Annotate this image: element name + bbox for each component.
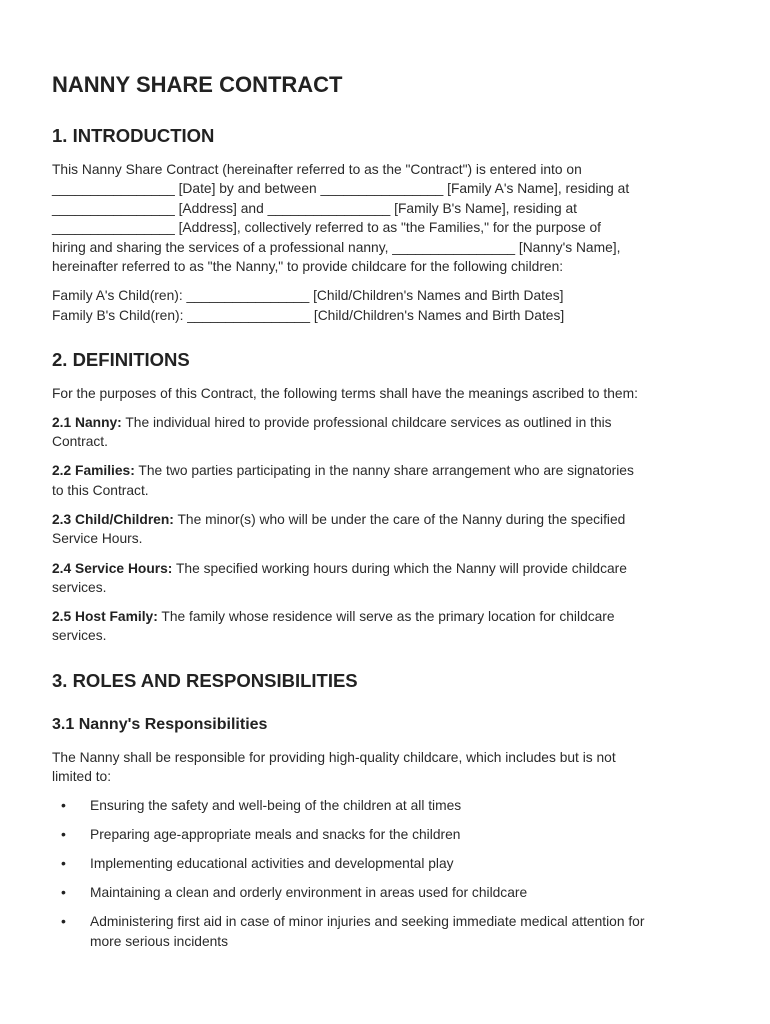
intro-line: ________________ [Date] by and between ________________ [Family A's Name], residing at — [52, 181, 630, 196]
definition-text: The two parties participating in the nanny share arrangement who are signatories — [134, 463, 634, 478]
intro-line: This Nanny Share Contract (hereinafter referred to as the "Contract") is entered into on — [52, 162, 582, 177]
list-item: Ensuring the safety and well-being of the children at all times — [90, 798, 462, 813]
definition-text: The family whose residence will serve as the primary location for childcare — [157, 609, 615, 624]
bullet-marker: • — [61, 797, 66, 813]
definition-families — [52, 461, 634, 480]
bullet-marker: • — [61, 913, 66, 929]
intro-line: hiring and sharing the services of a professional nanny, ________________ [Nanny's Name], — [52, 240, 621, 255]
definition-service-hours — [52, 559, 627, 578]
family-b-children-line: Family B's Child(ren): ________________ [Child/Children's Names and Birth Dates] — [52, 308, 565, 323]
list-item-continuation: more serious incidents — [90, 934, 229, 949]
definition-host-family — [52, 607, 615, 626]
definition-term: 2.2 Families: — [52, 463, 135, 478]
definition-term: 2.3 Child/Children: — [52, 512, 174, 527]
section-heading-definitions: 2. DEFINITIONS — [52, 349, 190, 370]
intro-line: ________________ [Address] and ________________ [Family B's Name], residing at — [52, 201, 577, 216]
section-heading-roles: 3. ROLES AND RESPONSIBILITIES — [52, 670, 358, 691]
definition-children-cont: Service Hours. — [52, 531, 143, 546]
definition-term: 2.1 Nanny: — [52, 415, 122, 430]
definition-children — [52, 510, 625, 529]
list-item: Administering first aid in case of minor injuries and seeking immediate medical attention for — [90, 914, 645, 929]
definition-families-cont: to this Contract. — [52, 483, 149, 498]
definitions-intro: For the purposes of this Contract, the following terms shall have the meanings ascribed to them: — [52, 386, 638, 401]
definition-nanny — [52, 413, 612, 432]
list-item: Implementing educational activities and developmental play — [90, 856, 454, 871]
bullet-marker: • — [61, 884, 66, 900]
definition-text: The minor(s) who will be under the care of the Nanny during the specified — [173, 512, 626, 527]
subsection-heading-nanny-responsibilities: 3.1 Nanny's Responsibilities — [52, 716, 268, 733]
list-item: Maintaining a clean and orderly environment in areas used for childcare — [90, 885, 528, 900]
section-heading-introduction: 1. INTRODUCTION — [52, 125, 215, 146]
roles-intro-line: The Nanny shall be responsible for providing high-quality childcare, which includes but is not — [52, 750, 616, 765]
bullet-marker: • — [61, 826, 66, 842]
definition-term: 2.5 Host Family: — [52, 609, 158, 624]
roles-intro-line: limited to: — [52, 769, 112, 784]
definition-term: 2.4 Service Hours: — [52, 561, 173, 576]
definition-text: The individual hired to provide professional childcare services as outlined in this — [121, 415, 612, 430]
intro-line: hereinafter referred to as "the Nanny," to provide childcare for the following children: — [52, 259, 564, 274]
definition-host-family-cont: services. — [52, 628, 107, 643]
bullet-marker: • — [61, 855, 66, 871]
definition-nanny-cont: Contract. — [52, 434, 108, 449]
document-title: NANNY SHARE CONTRACT — [52, 72, 343, 97]
family-a-children-line: Family A's Child(ren): ________________ [Child/Children's Names and Birth Dates] — [52, 288, 564, 303]
definition-text: The specified working hours during which the Nanny will provide childcare — [172, 561, 627, 576]
definition-service-hours-cont: services. — [52, 580, 107, 595]
intro-line: ________________ [Address], collectively referred to as "the Families," for the purpose of — [52, 220, 601, 235]
list-item: Preparing age-appropriate meals and snacks for the children — [90, 827, 461, 842]
